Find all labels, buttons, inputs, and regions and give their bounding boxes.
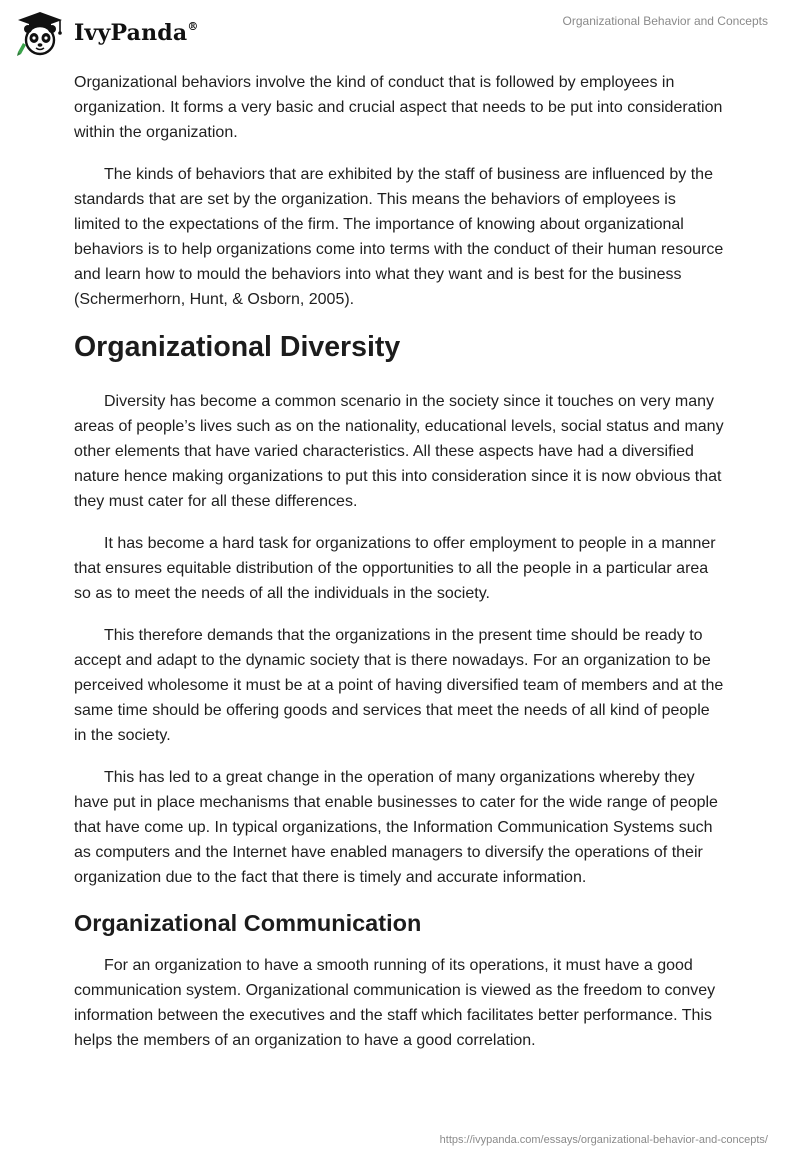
paragraph-communication-system: For an organization to have a smooth running of its operations, it must have a good communication system. Organizational communication is viewed as the freedom to convey information between the executives and the staff which facilitates better performance. This helps the members of an organization to have a good correlation.	[74, 957, 716, 1049]
page-header	[0, 0, 800, 60]
document-title: Organizational Behavior and Concepts	[562, 14, 768, 28]
panda-graduation-cap-logo-icon	[14, 10, 66, 56]
essay-content	[74, 70, 724, 1070]
paragraph-diversity-scenario: Diversity has become a common scenario in the society since it touches on very many areas of people’s lives such as on the nationality, educational levels, social status and many other elements that have varied characteristics. All these aspects have had a diversified nature hence making organizations to put this into consideration since it is now obvious that they must cater for all these differences.	[74, 393, 724, 510]
source-url[interactable]: https://ivypanda.com/essays/organizational-behavior-and-concepts/	[439, 1134, 768, 1146]
paragraph-dynamic-society: This therefore demands that the organizations in the present time should be ready to accept and adapt to the dynamic society that is there nowadays. For an organization to be perceived wholesome it must be at a point of having diversified team of members and at the same time should be offering goods and services that meet the needs of all kind of people in the society.	[74, 627, 724, 744]
heading-organizational-communication: Organizational Communication	[74, 910, 422, 936]
brand-logo[interactable]	[14, 10, 199, 56]
registered-mark: ®	[187, 19, 199, 33]
paragraph-intro: Organizational behaviors involve the kind of conduct that is followed by employees in organization. It forms a very basic and crucial aspect that needs to be put into consideration within the organization.	[74, 74, 723, 141]
paragraph-behaviors: The kinds of behaviors that are exhibited by the staff of business are influenced by the standards that are set by the organization. This means the behaviors of employees is limited to the expectations of the firm. The importance of knowing about organizational behaviors is to help organizations come into terms with the conduct of their human resource and learn how to mould the behaviors into what they want and is best for the business (Schermerhorn, Hunt, & Osborn, 2005).	[74, 166, 724, 308]
brand-name: IvyPanda®	[74, 19, 199, 46]
paragraph-operation-change: This has led to a great change in the operation of many organizations whereby they have put in place mechanisms that enable businesses to cater for the wide range of people that have come up. In typical organizations, the Information Communication Systems such as computers and the Internet have enabled managers to diversify the operations of their organization due to the fact that there is timely and accurate information.	[74, 769, 718, 886]
heading-organizational-diversity: Organizational Diversity	[74, 331, 401, 363]
paragraph-employment-task: It has become a hard task for organizations to offer employment to people in a manner that ensures equitable distribution of the opportunities to all the people in a particular area so as to meet the needs of all the individuals in the society.	[74, 535, 716, 602]
